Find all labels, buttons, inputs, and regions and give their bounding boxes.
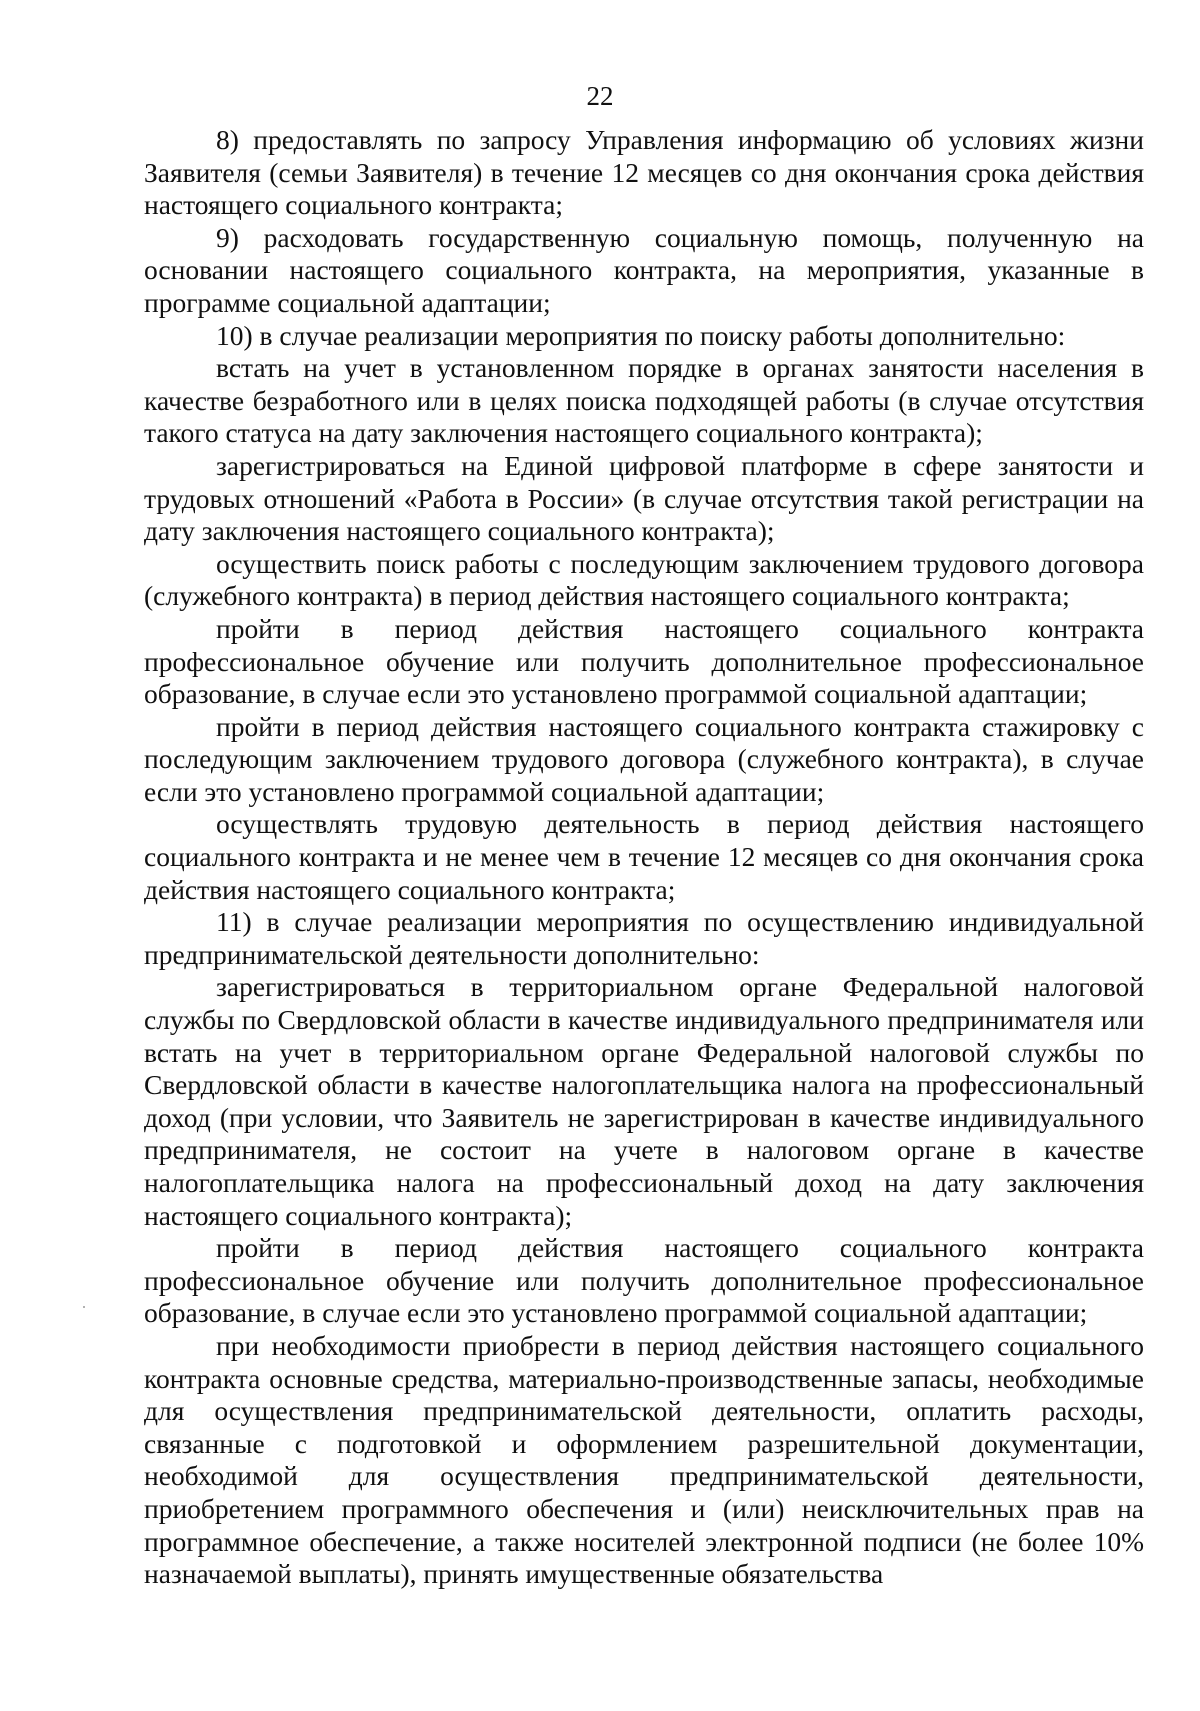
paragraph-item-10: 10) в случае реализации мероприятия по поиску работы дополнительно: (216, 319, 1066, 351)
paragraph-acquire-assets: при необходимости приобрести в период действия настоящего социального контракта основные средства, материально-производственные запасы, необходимые для осуществления предпринимательской деятельности, оплатить расходы, связанные с подготовкой и оформлением разрешительной документации, необходимой для осуществления предпринимательской деятельности, приобретением программного обеспечения и (или) неисключительных прав на программное обеспечение, а также носителей электронной подписи (не более 10% назначаемой выплаты), принять имущественные обязательства (144, 1329, 1144, 1590)
paragraph-internship: пройти в период действия настоящего социального контракта стажировку с последующим заключением трудового договора (служебного контракта), в случае если это установлено программой социальной адаптации; (144, 710, 1144, 807)
paragraph-register-employment: встать на учет в установленном порядке в органах занятости населения в качестве безработного или в целях поиска подходящей работы (в случае отсутствия такого статуса на дату заключения настоящего социального контракта); (144, 352, 1144, 449)
paragraph-training: пройти в период действия настоящего социального контракта профессиональное обучение или получить дополнительное профессиональное образование, в случае если это установлено программой социальной адаптации; (144, 612, 1144, 710)
paragraph-employment: осуществлять трудовую деятельность в период действия настоящего социального контракта и не менее чем в течение 12 месяцев со дня окончания срока действия настоящего социального контракта; (144, 808, 1144, 905)
paragraph-item-9: 9) расходовать государственную социальную помощь, полученную на основании настоящего социального контракта, на мероприятия, указанные в программе социальной адаптации; (144, 221, 1144, 318)
page-number: 22 (586, 81, 614, 111)
paragraph-job-search: осуществить поиск работы с последующим заключением трудового договора (служебного контракта) в период действия настоящего социального контракта; (144, 547, 1144, 612)
paragraph-training-entrepreneur: пройти в период действия настоящего социального контракта профессиональное обучение или получить дополнительное профессиональное образование, в случае если это установлено программой социальной адаптации; (144, 1232, 1144, 1329)
paragraph-register-platform: зарегистрироваться на Единой цифровой платформе в сфере занятости и трудовых отношений «Работа в России» (в случае отсутствия такой регистрации на дату заключения настоящего социального контракта); (144, 449, 1144, 547)
paragraph-item-11: 11) в случае реализации мероприятия по осуществлению индивидуальной предпринимательской деятельности дополнительно: (144, 906, 1144, 970)
scan-speck (83, 1306, 85, 1308)
paragraph-tax-registration: зарегистрироваться в территориальном органе Федеральной налоговой службы по Свердловской области в качестве индивидуального предпринимателя или встать на учет в территориальном органе Федеральной налоговой службы по Свердловской области в качестве налогоплательщика налога на профессиональный доход (при условии, что Заявитель не зарегистрирован в качестве индивидуального предпринимателя, не состоит на учете в налоговом органе в качестве налогоплательщика налога на профессиональный доход на дату заключения настоящего социального контракта); (144, 971, 1144, 1231)
body-text (144, 124, 1144, 1591)
paragraph-item-8: 8) предоставлять по запросу Управления информацию об условиях жизни Заявителя (семьи Заявителя) в течение 12 месяцев со дня окончания срока действия настоящего социального контракта; (144, 124, 1144, 221)
